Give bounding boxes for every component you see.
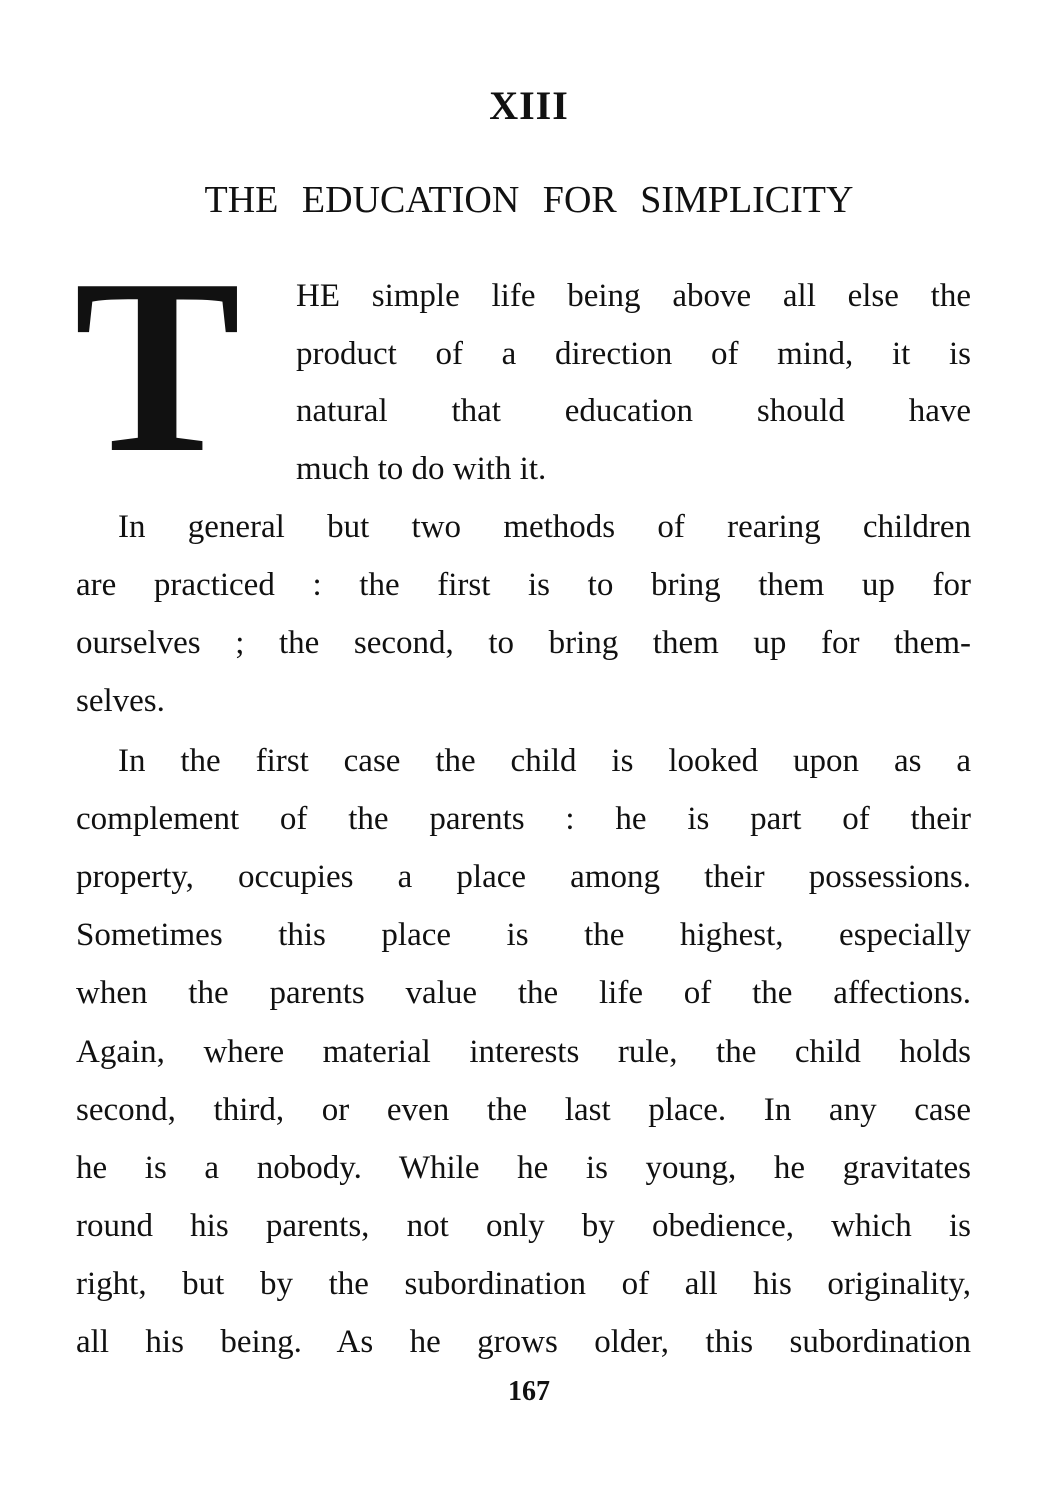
chapter-number: XIII	[489, 83, 569, 128]
text-line: all his being. As he grows older, this subordination	[76, 1324, 971, 1360]
text-line: when the parents value the life of the affections.	[76, 975, 971, 1011]
text-line: much to do with it.	[296, 451, 547, 487]
text-line: ourselves ; the second, to bring them up for them-	[76, 625, 971, 661]
text-line: second, third, or even the last place. In any case	[76, 1092, 971, 1128]
chapter-title: THE EDUCATION FOR SIMPLICITY	[204, 179, 854, 221]
text-line: he is a nobody. While he is young, he gravitates	[76, 1150, 971, 1186]
drop-cap: T	[74, 228, 241, 505]
text-line: In the first case the child is looked upon as a	[118, 743, 971, 779]
text-line: complement of the parents : he is part of their	[76, 801, 971, 837]
text-line: round his parents, not only by obedience, which is	[76, 1208, 971, 1244]
text-line: Sometimes this place is the highest, especially	[76, 917, 971, 953]
text-line: Again, where material interests rule, the child holds	[76, 1034, 971, 1070]
text-line: HE simple life being above all else the	[296, 278, 971, 314]
page-number: 167	[508, 1376, 550, 1407]
text-line: property, occupies a place among their possessions.	[76, 859, 971, 895]
text-line: selves.	[76, 683, 165, 719]
text-line: In general but two methods of rearing children	[118, 509, 971, 545]
text-line: product of a direction of mind, it is	[296, 336, 971, 372]
text-line: natural that education should have	[296, 393, 971, 429]
text-line: right, but by the subordination of all his originality,	[76, 1266, 971, 1302]
text-line: are practiced : the first is to bring them up for	[76, 567, 971, 603]
